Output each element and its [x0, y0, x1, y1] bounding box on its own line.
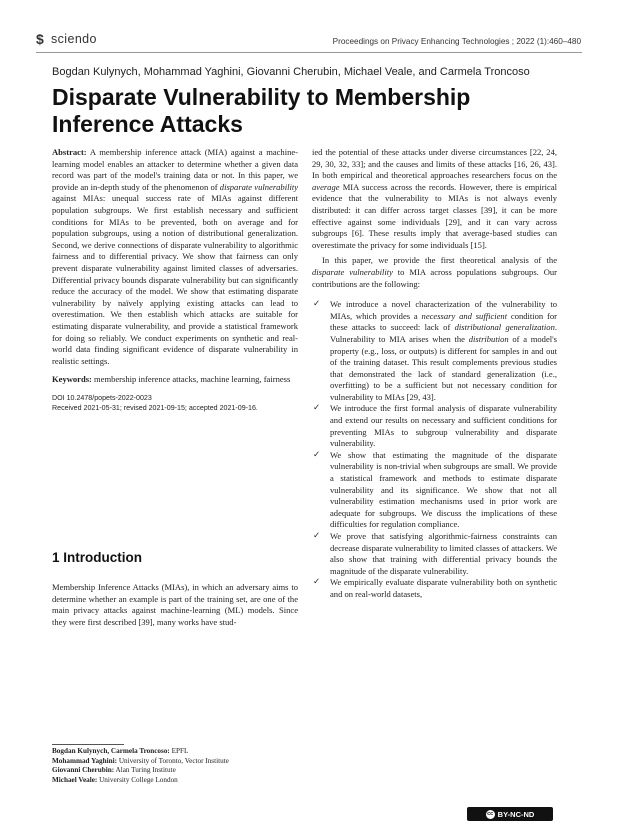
- contribution-text: We introduce the first formal analysis of disparate vulnerability and extend our results on necessary and sufficient conditions for preventing MIAs to subgroup vulnerability and disparate vulnerability.: [330, 403, 557, 449]
- contribution-text: We prove that satisfying algorithmic-fairness constraints can decrease disparate vulnerability to limited classes of attackers. We also show that training with differential privacy bounds the magnitude of the disparate vulnerability.: [330, 531, 557, 576]
- footnote-author: Giovanni Cherubin:: [52, 766, 115, 775]
- author-list: Bogdan Kulynych, Mohammad Yaghini, Giovanni Cherubin, Michael Veale, and Carmela Troncoso: [52, 66, 530, 78]
- dollar-s-logo-icon: $: [36, 31, 44, 47]
- body-text: ied the potential of these attacks under diverse circumstances [22, 24, 29, 30, 32, 33]; and the causes and limits of these attacks [16, 26, 43]. In both empirical and theoretical approaches researchers focus on the: [312, 147, 557, 181]
- contribution-emphasis: distributional generalization: [454, 322, 555, 333]
- checkmark-icon: ✓: [313, 531, 321, 541]
- footnote-author: Bogdan Kulynych, Carmela Troncoso:: [52, 747, 170, 755]
- list-item: [312, 403, 557, 449]
- journal-reference: Proceedings on Privacy Enhancing Technologies ; 2022 (1):460–480: [332, 37, 581, 46]
- abstract-emphasis: disparate vulnerability: [219, 181, 298, 192]
- keywords-label: Keywords:: [52, 374, 92, 385]
- checkmark-icon: ✓: [313, 403, 321, 414]
- left-column: [52, 147, 298, 413]
- license-badge[interactable]: [467, 807, 553, 821]
- publisher-logo: [36, 32, 97, 46]
- footnote-affiliation: Alan Turing Institute: [114, 766, 176, 775]
- footnote-rule: [52, 744, 124, 745]
- body-emphasis: average: [312, 181, 340, 192]
- abstract-text: against MIAs: unequal success rate of MIAs against different population subgroups. We first establish necessary and sufficient conditions for MIAs to be prevented, both on average and for population subgroups, using a notion of distributional generalization. Second, we derive connections of disparate vulnerability to algorithmic fairness and to differential privacy. We show that fairness can only prevent disparate vulnerability against limited classes of adversaries. Differential privacy bounds disparate vulnerability but can significantly reduce the accuracy of the model. We show that estimating disparate vulnerability by naïvely applying existing attacks can lead to overestimation. We then establish which attacks are suitable for estimating disparate vulnerability, and provide a statistical framework for doing so reliably. We conduct experiments on synthetic and real-world data finding significant evidence of disparate vulnerability in realistic settings.: [52, 193, 298, 366]
- list-item: [312, 299, 557, 403]
- header-rule: [36, 52, 582, 53]
- abstract-text: A membership inference attack (MIA) against a machine-learning model enables an attacker to determine whether a given data record was part of the model's training data or not. In this paper, we provide an in-depth study of the phenomenon of: [52, 147, 298, 192]
- footnote-affiliation: University College London: [97, 775, 178, 784]
- list-item: [312, 531, 557, 577]
- body-paragraph: [312, 147, 557, 251]
- author-affiliations: [52, 747, 298, 785]
- footnote: [52, 766, 298, 776]
- contribution-emphasis: necessary and sufficient: [421, 310, 508, 321]
- right-column: [312, 147, 557, 601]
- contribution-text: . Vulnerability to MIA arises when the: [330, 322, 557, 344]
- body-text: In this paper, we provide the first theoretical analysis of the: [322, 255, 557, 266]
- section-heading: 1 Introduction: [52, 550, 142, 565]
- contribution-text: We empirically evaluate disparate vulnerability both on synthetic and on real-world datasets,: [330, 577, 557, 599]
- received-dates: Received 2021-05-31; revised 2021-09-15; accepted 2021-09-16.: [52, 403, 258, 412]
- intro-paragraph: Membership Inference Attacks (MIAs), in which an adversary aims to determine whether an example is part of the training set, are one of the main privacy attacks against machine-learning (ML) models. Since they were first described [39], many works have stud-: [52, 582, 298, 627]
- footnote: [52, 776, 298, 786]
- checkmark-icon: ✓: [313, 299, 321, 310]
- contributions-list: [312, 299, 557, 600]
- footnote-author: Mohammad Yaghini:: [52, 756, 118, 765]
- creative-commons-icon: cc: [487, 811, 494, 817]
- keywords: [52, 374, 298, 386]
- body-text: to MIA across populations subgroups. Our contributions are the following:: [312, 266, 557, 289]
- abstract: [52, 147, 298, 367]
- publication-info: [52, 394, 298, 414]
- checkmark-icon: ✓: [313, 577, 321, 588]
- footnote: [52, 757, 298, 767]
- list-item: [312, 450, 557, 531]
- footnote-affiliation: EPFL: [169, 747, 189, 755]
- footnote: [52, 747, 298, 757]
- publisher-name: sciendo: [51, 32, 97, 46]
- body-emphasis: disparate vulnerability: [312, 266, 393, 277]
- keywords-text: membership inference attacks, machine learning, fairness: [91, 374, 291, 385]
- footnote-affiliation: University of Toronto, Vector Institute: [117, 756, 229, 765]
- paper-title: Disparate Vulnerability to Membership Inference Attacks: [52, 84, 471, 137]
- checkmark-icon: ✓: [313, 449, 321, 460]
- list-item: [312, 577, 557, 600]
- abstract-label: Abstract:: [52, 147, 87, 157]
- contribution-text: of a model's property (e.g., loss, or outputs) is different for samples in and out of the training dataset. This result complements previous studies that demonstrated the lack of standard generalization (i.e., overfitting) to be a sufficient but not necessary condition for vulnerability to MIAs [29, 43].: [330, 333, 557, 402]
- license-text: BY-NC-ND: [497, 809, 535, 819]
- footnote-author: Michael Veale:: [52, 775, 98, 784]
- contribution-emphasis: distribution: [468, 333, 509, 344]
- contribution-text: condition for these attacks to succeed: lack of: [330, 310, 557, 333]
- contribution-text: We show that estimating the magnitude of the disparate vulnerability is non-trivial when subgroups are small. We provide a statistical framework and methods to estimate disparate vulnerability and its significance. We show that not all vulnerability estimation mechanisms used in prior work are adequate for subgroups. We discuss the implications of these difficulties for regulation compliance.: [330, 449, 557, 530]
- doi: DOI 10.2478/popets-2022-0023: [52, 393, 152, 402]
- body-text: MIA success across the records. However, there is empirical evidence that the vulnerability to MIAs is not always evenly distributed: it can differ across target classes [39], it can be more effective against some individuals [29], and it can vary across subgroups [6]. These results imply that average-based studies can overestimate the privacy for some individuals [15].: [312, 181, 557, 250]
- body-paragraph: [312, 255, 557, 290]
- contribution-text: We introduce a novel characterization of the vulnerability to MIAs, which provides a: [330, 299, 557, 321]
